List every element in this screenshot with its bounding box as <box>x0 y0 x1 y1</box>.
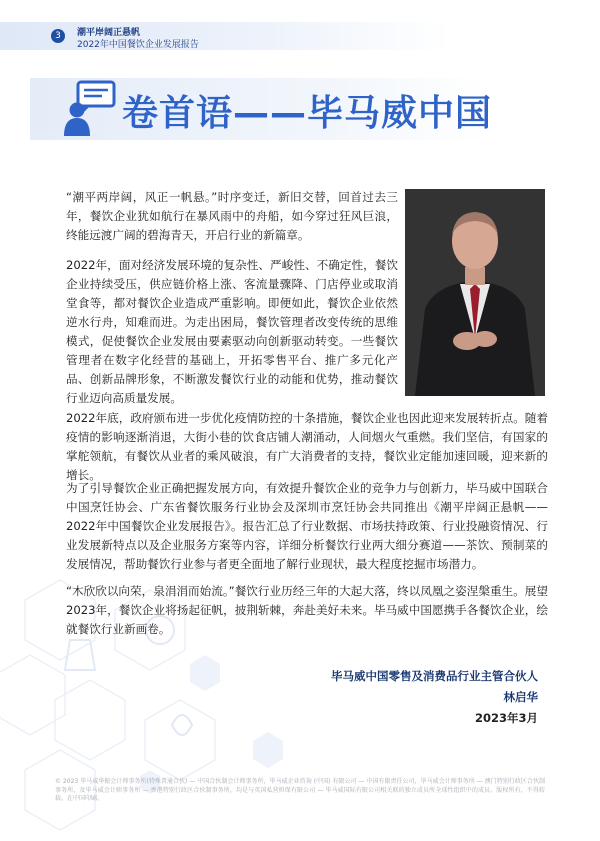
report-subtitle: 2022年中国餐饮企业发展报告 <box>77 40 199 50</box>
copyright-footer: © 2023 毕马威华振会计师事务所(特殊普通合伙) — 中国合伙制会计师事务所，毕马威企业咨询 (中国) 有限公司 — 中国有限责任公司，毕马威会计师事务所 — 澳门特别行政区合伙制事务所，及毕马威会计师事务所 — 香港特别行政区合伙制事务所，均是与英国私营担保有限公司 — 毕马威国际有限公司相关联的独立成员所全球性组织中的成员。版权所有，不得转载。在中国印刷。 <box>55 778 545 802</box>
speaker-presentation-icon <box>64 80 116 136</box>
signature-date: 2023年3月 <box>474 711 538 725</box>
page-number-badge: 3 <box>51 29 65 43</box>
paragraph-3: 2022年底，政府颁布进一步优化疫情防控的十条措施，餐饮企业也因此迎来发展转折点。随着疫情的影响逐渐消退，大街小巷的饮食店铺人潮涌动，人间烟火气重燃。我们坚信，有国家的掌舵领航，有餐饮从业者的乘风破浪，有广大消费者的支持，餐饮业定能加速回暖，迎来新的增长。 <box>66 411 548 482</box>
paragraph-4: 为了引导餐饮企业正确把握发展方向，有效提升餐饮企业的竞争力与创新力，毕马威中国联合中国烹饪协会、广东省餐饮服务行业协会及深圳市烹饪协会共同推出《潮平岸阔正悬帆——2022年中国餐饮企业发展报告》。报告汇总了行业数据、市场扶持政策、行业投融资情况、行业发展新特点以及企业服务方案等内容，详细分析餐饮行业两大细分赛道——茶饮、预制菜的发展情况，帮助餐饮行业参与者更全面地了解行业现状，最大程度挖掘市场潜力。 <box>66 481 548 571</box>
signature-name: 林启华 <box>503 690 538 704</box>
report-title: 潮平岸阔正悬帆 <box>77 28 141 38</box>
paragraph-5: “木欣欣以向荣，泉涓涓而始流。”餐饮行业历经三年的大起大落，终以凤凰之姿涅槃重生。展望2023年，餐饮企业将扬起征帆，披荆斩棘，奔赴美好未来。毕马威中国愿携手各餐饮企业，绘就餐饮行业新画卷。 <box>66 584 548 636</box>
portrait-figure <box>405 189 545 396</box>
portrait-photo <box>405 189 545 396</box>
page-title: 卷首语——毕马威中国 <box>122 93 493 134</box>
paragraph-1: “潮平两岸阔，风正一帆悬。”时序变迁，新旧交替，回首过去三年，餐饮企业犹如航行在暴风雨中的舟船，如今穿过狂风巨浪，终能远渡广阔的碧海青天，开启行业的新篇章。 <box>66 190 398 242</box>
paragraph-2: 2022年，面对经济发展环境的复杂性、严峻性、不确定性，餐饮企业持续受压，供应链价格上涨、客流量骤降、门店停业或取消堂食等，都对餐饮企业造成严重影响。即便如此，餐饮企业依然逆水行舟，知难而进。为走出困局，餐饮管理者改变传统的思维模式，促使餐饮企业发展由要素驱动向创新驱动转变。一些餐饮管理者在数字化经营的基础上，开拓零售平台、推广多元化产品、创新品牌形象，不断激发餐饮行业的动能和优势，推动餐饮行业迈向高质量发展。 <box>66 258 398 405</box>
signature-title: 毕马威中国零售及消费品行业主管合伙人 <box>331 669 538 683</box>
